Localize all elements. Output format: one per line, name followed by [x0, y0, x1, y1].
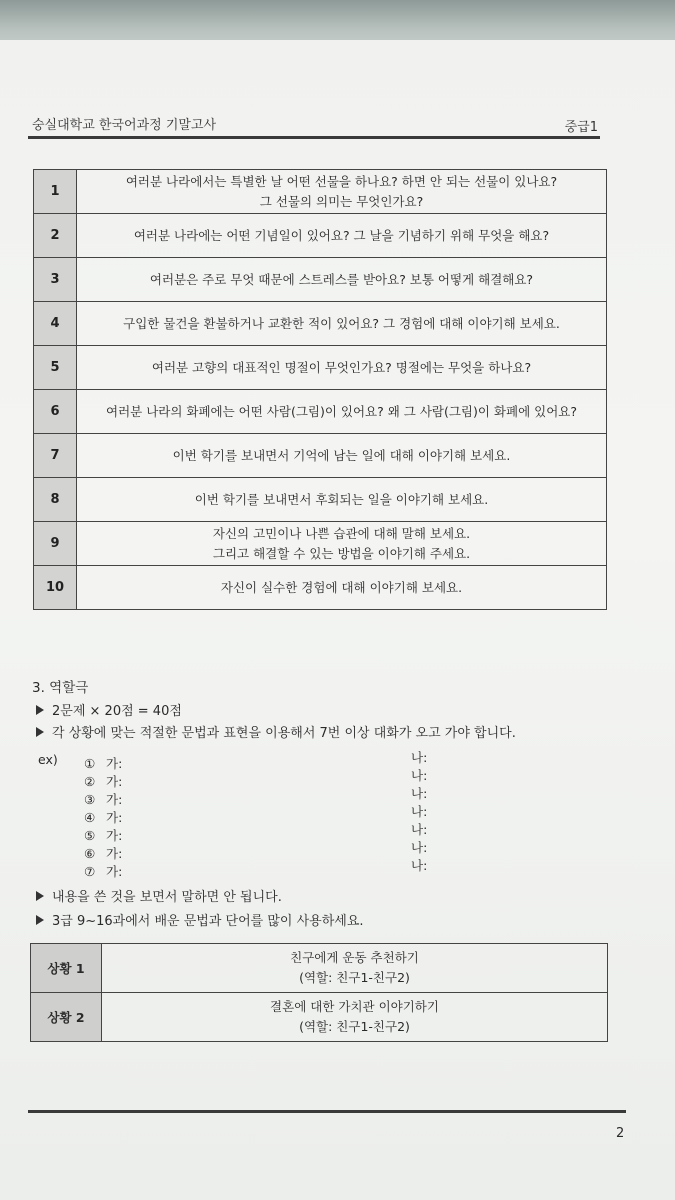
question-row: [34, 170, 607, 214]
speaker-a-label: 가:: [106, 810, 123, 825]
question-text: 자신이 실수한 경험에 대해 이야기해 보세요.: [77, 566, 607, 610]
dialog-number: ③: [84, 792, 96, 807]
section-title: 3. 역할극: [32, 680, 89, 696]
situation-roles: (역할: 친구1-친구2): [299, 1019, 410, 1034]
question-row: [34, 346, 607, 390]
question-row: [34, 434, 607, 478]
question-number: 4: [34, 302, 77, 346]
question-row: [34, 258, 607, 302]
speaker-a-label: 가:: [106, 774, 123, 789]
question-number: 8: [34, 478, 77, 522]
bullet-instruction: 각 상황에 맞는 적절한 문법과 표현을 이용해서 7번 이상 대화가 오고 가야 합니다.: [36, 722, 516, 741]
situation-roles: (역할: 친구1-친구2): [299, 970, 410, 985]
dialog-number: ④: [84, 810, 96, 825]
question-row: [34, 566, 607, 610]
header-divider: [28, 136, 600, 139]
situation-label: 상황 2: [31, 993, 102, 1042]
dialog-line: [84, 844, 122, 862]
question-row: [34, 390, 607, 434]
question-text: 자신의 고민이나 나쁜 습관에 대해 말해 보세요. 그리고 해결할 수 있는 방법을 이야기해 주세요.: [77, 522, 607, 566]
dialog-line: [84, 772, 122, 790]
question-number: 5: [34, 346, 77, 390]
triangle-bullet-icon: [36, 915, 44, 925]
dialog-line: [84, 754, 122, 772]
speaker-a-label: 가:: [106, 828, 123, 843]
header-school: 숭실대학교 한국어과정 기말고사: [32, 118, 217, 133]
speaker-a-label: 가:: [106, 792, 123, 807]
bullet-score: 2문제 × 20점 = 40점: [36, 700, 182, 719]
question-text: 이번 학기를 보내면서 기억에 남는 일에 대해 이야기해 보세요.: [77, 434, 607, 478]
speaker-a-label: 가:: [106, 864, 123, 879]
question-number: 2: [34, 214, 77, 258]
question-text: 여러분 나라에는 어떤 기념일이 있어요? 그 날을 기념하기 위해 무엇을 해요?: [77, 214, 607, 258]
question-number: 9: [34, 522, 77, 566]
question-row: [34, 214, 607, 258]
situation-title: 결혼에 대한 가치관 이야기하기: [270, 999, 439, 1014]
speaker-b-label: 나:: [411, 750, 428, 765]
question-row: [34, 522, 607, 566]
question-text: 여러분 나라의 화폐에는 어떤 사람(그림)이 있어요? 왜 그 사람(그림)이 화폐에 있어요?: [77, 390, 607, 434]
speaker-a-label: 가:: [106, 846, 123, 861]
footer-divider: [28, 1110, 626, 1113]
question-text: 구입한 물건을 환불하거나 교환한 적이 있어요? 그 경험에 대해 이야기해 보세요.: [77, 302, 607, 346]
dialog-line: [84, 862, 122, 880]
triangle-bullet-icon: [36, 705, 44, 715]
situation-description: [102, 944, 608, 993]
speaker-b-label: 나:: [411, 786, 428, 801]
speaker-b-label: 나:: [411, 858, 428, 873]
speaker-b-label: 나:: [411, 768, 428, 783]
situation-title: 친구에게 운동 추천하기: [290, 950, 419, 965]
header-level: 중급1: [564, 120, 598, 135]
question-number: 7: [34, 434, 77, 478]
speaker-a-label: 가:: [106, 756, 123, 771]
dialog-number: ②: [84, 774, 96, 789]
situation-description: [102, 993, 608, 1042]
dialog-line: [84, 826, 122, 844]
dialog-number: ⑤: [84, 828, 96, 843]
speaker-b-label: 나:: [411, 822, 428, 837]
situation-row: [31, 993, 608, 1042]
question-table: [33, 169, 607, 610]
question-number: 1: [34, 170, 77, 214]
triangle-bullet-icon: [36, 891, 44, 901]
page-header: [32, 110, 600, 134]
question-text: 여러분은 주로 무엇 때문에 스트레스를 받아요? 보통 어떻게 해결해요?: [77, 258, 607, 302]
question-row: [34, 478, 607, 522]
question-row: [34, 302, 607, 346]
speaker-b-label: 나:: [411, 804, 428, 819]
dialog-line: [84, 790, 122, 808]
bullet-no-reading: 내용을 쓴 것을 보면서 말하면 안 됩니다.: [36, 886, 282, 905]
dialog-line: [84, 808, 122, 826]
question-text: 여러분 고향의 대표적인 명절이 무엇인가요? 명절에는 무엇을 하나요?: [77, 346, 607, 390]
triangle-bullet-icon: [36, 727, 44, 737]
bullet-grammar: 3급 9~16과에서 배운 문법과 단어를 많이 사용하세요.: [36, 910, 364, 929]
dialog-number: ⑦: [84, 864, 96, 879]
page-number: 2: [616, 1126, 625, 1141]
situation-label: 상황 1: [31, 944, 102, 993]
situation-table: [30, 943, 608, 1042]
question-number: 6: [34, 390, 77, 434]
question-number: 10: [34, 566, 77, 610]
question-text: 여러분 나라에서는 특별한 날 어떤 선물을 하나요? 하면 안 되는 선물이 있나요? 그 선물의 의미는 무엇인가요?: [77, 170, 607, 214]
question-text: 이번 학기를 보내면서 후회되는 일을 이야기해 보세요.: [77, 478, 607, 522]
dialog-number: ⑥: [84, 846, 96, 861]
dialog-number: ①: [84, 756, 96, 771]
speaker-b-label: 나:: [411, 840, 428, 855]
question-number: 3: [34, 258, 77, 302]
example-label: ex): [38, 752, 58, 767]
situation-row: [31, 944, 608, 993]
